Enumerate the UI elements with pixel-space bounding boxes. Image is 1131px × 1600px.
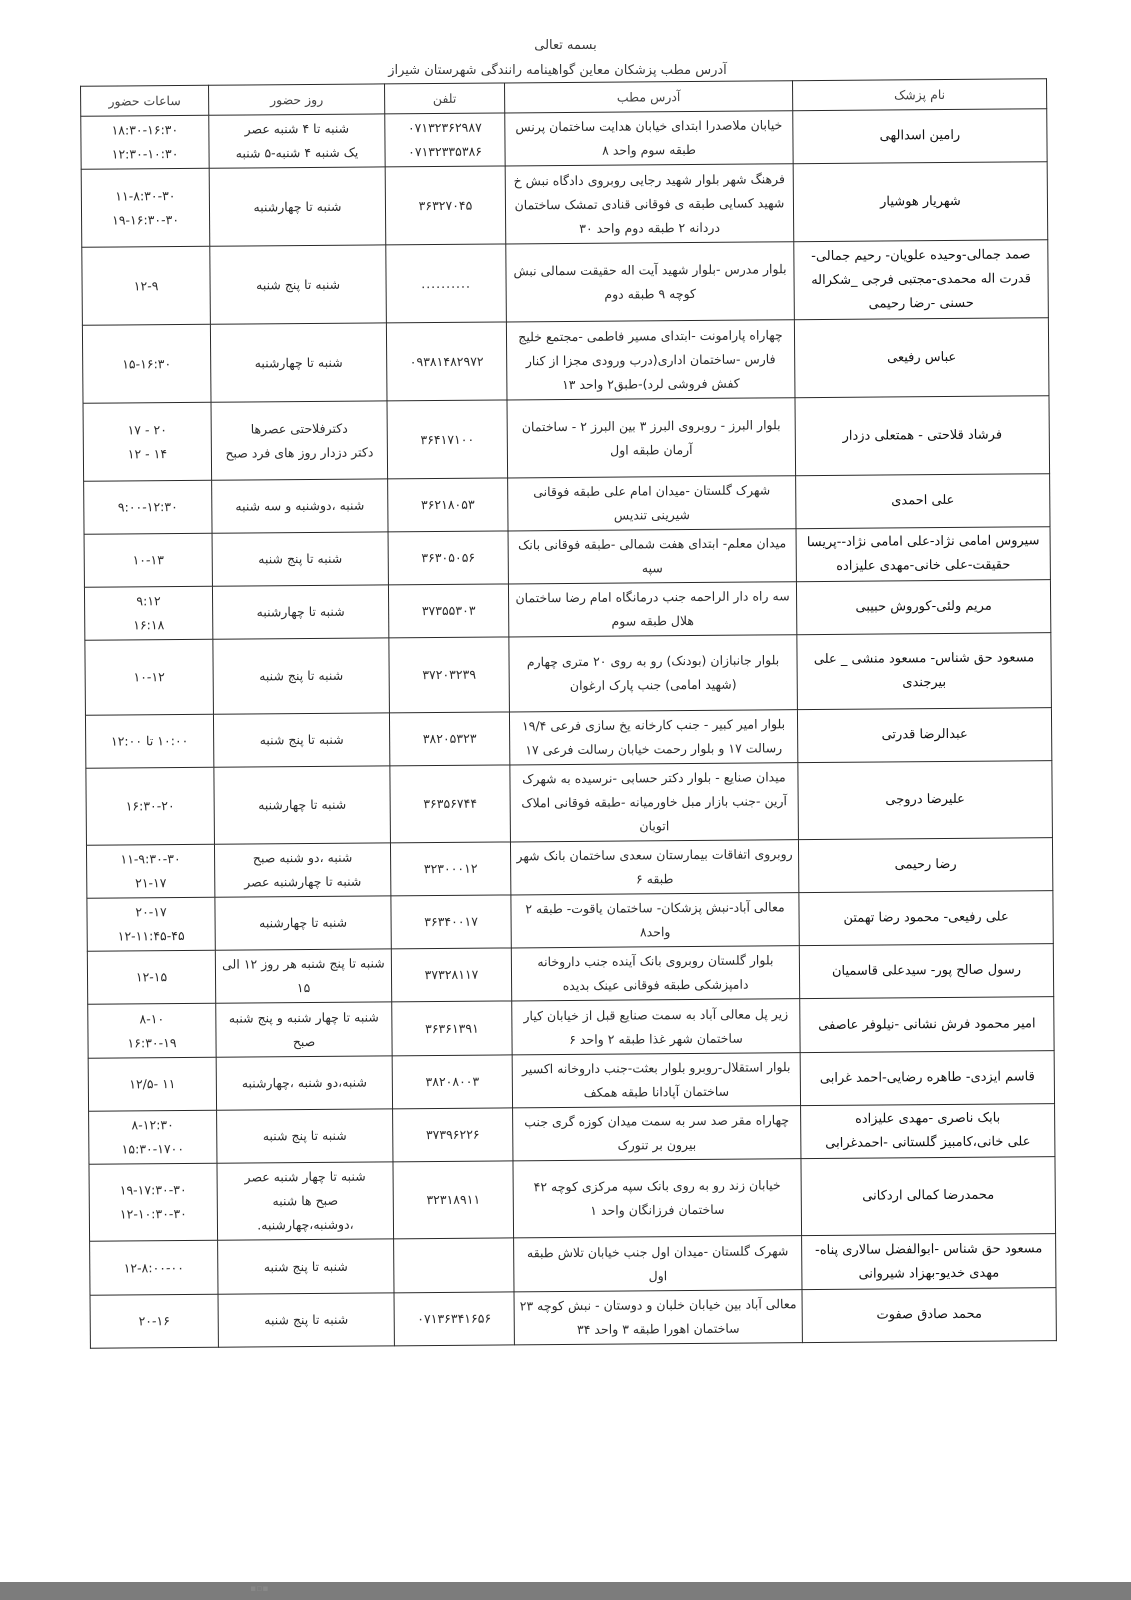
table-row <box>86 838 1052 899</box>
cell-name: قاسم ایزدی- طاهره رضایی-احمد غرابی <box>800 1051 1054 1106</box>
cell-name: مسعود حق شناس -ابوالفضل سالاری پناه- مهدی خدیو-بهزاد شیروانی <box>802 1234 1056 1290</box>
cell-days: شنبه تا پنج شنبه <box>218 1239 394 1294</box>
cell-phone: ۳۶۳۴۰۰۱۷ <box>391 895 511 949</box>
cell-phone: ۳۶۳۶۱۳۹۱ <box>392 1001 512 1056</box>
cell-phone: ۳۷۳۵۵۳۰۳ <box>388 584 508 638</box>
column-header-address: آدرس مطب <box>505 81 793 113</box>
cell-hours: ۲۰-۱۶ <box>90 1294 218 1348</box>
cell-phone: ۳۶۳۰۵۰۵۶ <box>388 531 508 585</box>
cell-hours: ۱۶:۳۰-۲۰ <box>86 767 215 845</box>
cell-address: فرهنگ شهر بلوار شهید رجایی روبروی دادگاه نبش خ شهید کسایی طبقه ی فوقانی قنادی تمشک ساختمان دردانه ۲ طبقه دوم واحد ۳۰ <box>505 164 794 244</box>
table-row <box>88 997 1054 1059</box>
table-row <box>82 240 1049 326</box>
cell-phone: .......... <box>386 244 507 323</box>
table-row <box>89 1104 1055 1165</box>
cell-phone: ۳۶۳۵۶۷۴۴ <box>390 765 511 843</box>
cell-name: شهریار هوشیار <box>793 162 1048 242</box>
cell-phone: ۳۷۲۰۳۲۳۹ <box>389 637 510 713</box>
column-header-hours: ساعات حضور <box>81 85 209 116</box>
cell-address: بلوار گلستان روبروی بانک آینده جنب داروخانه دامپزشکی طبقه فوقانی عینک بدیده <box>511 946 799 1001</box>
cell-address: زیر پل معالی آباد به سمت صنایع قبل از خیابان کیار ساختمان شهر غذا طبقه ۲ واحد ۶ <box>512 999 800 1055</box>
cell-days: شنبه تا ۴ شنبه عصر یک شنبه ۴ شنبه-۵ شنبه <box>209 114 385 168</box>
table-row <box>90 1234 1056 1296</box>
cell-name: عباس رفیعی <box>794 318 1049 398</box>
cell-phone: ۳۲۳۱۸۹۱۱ <box>393 1161 514 1239</box>
bismillah-heading: بسمه تعالی <box>534 38 597 53</box>
cell-days: شنبه تا چهار شنبه و پنج شنبه صبح <box>216 1002 392 1057</box>
cell-name: محمد صادق صفوت <box>802 1288 1056 1343</box>
table-row <box>82 318 1049 404</box>
cell-name: سیروس امامی نژاد-علی امامی نژاد--پریسا حقیقت-علی خانی-مهدی علیزاده <box>796 527 1050 582</box>
cell-days: شنبه ،دوشنبه و سه شنبه <box>212 479 388 533</box>
cell-name: امیر محمود فرش نشانی -نیلوفر عاصفی <box>800 997 1054 1053</box>
cell-hours: ۱۰:۰۰ تا ۱۲:۰۰ <box>85 714 213 768</box>
table-row <box>85 633 1052 716</box>
table-row <box>84 527 1050 588</box>
cell-days: شنبه تا پنج شنبه <box>218 1293 394 1347</box>
table-row <box>90 1288 1056 1349</box>
cell-phone: ۰۹۳۸۱۴۸۲۹۷۲ <box>386 322 507 401</box>
document-title: آدرس مطب پزشکان معاین گواهینامه رانندگی شهرستان شیراز <box>388 63 727 78</box>
cell-name: بابک ناصری -مهدی علیزاده علی خانی،کامبیز گلستانی -احمدغرابی <box>801 1104 1055 1159</box>
cell-days: شنبه تا چهارشنبه <box>212 585 388 639</box>
cell-hours: ۱۲-۱۵ <box>87 950 215 1004</box>
cell-hours: ۱۱ -۱۲/۵ <box>88 1057 216 1111</box>
cell-address: میدان صنایع - بلوار دکتر حسابی -نرسیده به شهرک آرین -جنب بازار مبل خاورمیانه -طبقه فوقانی املاک اتوبان <box>510 763 799 842</box>
cell-days: شنبه تا پنج شنبه <box>213 638 390 714</box>
cell-days: شنبه تا چهارشنبه <box>209 167 386 246</box>
table-row <box>85 708 1051 769</box>
cell-phone: ۳۷۳۲۸۱۱۷ <box>391 948 511 1002</box>
cell-hours: ۹:۰۰-۱۲:۳۰ <box>84 480 212 534</box>
cell-phone: ۳۶۴۱۷۱۰۰ <box>387 400 508 479</box>
cell-phone: ۳۸۲۰۵۳۲۳ <box>389 712 509 766</box>
cell-days: شنبه تا پنج شنبه <box>212 532 388 586</box>
column-header-name: نام پزشک <box>792 79 1046 111</box>
cell-address: خیابان ملاصدرا ابتدای خیابان هدایت ساختمان پرنس طبقه سوم واحد ۸ <box>505 111 793 166</box>
cell-hours: ۸-۱۲:۳۰ ۱۵:۳۰-۱۷۰۰ <box>89 1110 217 1164</box>
table-row <box>81 162 1048 248</box>
cell-phone: ۳۸۲۰۸۰۰۳ <box>392 1055 512 1109</box>
cell-name: محمدرضا کمالی اردکانی <box>801 1157 1056 1236</box>
table-body <box>81 109 1057 1349</box>
cell-address: بلوار استقلال-روبرو بلوار بعثت-جنب داروخانه اکسیر ساختمان آپادانا طبقه همکف <box>512 1053 800 1108</box>
cell-name: رضا رحیمی <box>798 838 1052 893</box>
cell-address: چهاراه مقر صد سر به سمت میدان کوزه گری جنب بیرون بر تنورک <box>513 1106 801 1161</box>
cell-hours: ۱۲-۹ <box>82 246 211 325</box>
cell-address: سه راه دار الراحمه جنب درمانگاه امام رضا ساختمان هلال طبقه سوم <box>508 582 796 637</box>
table-row <box>84 580 1050 641</box>
cell-days: شنبه تا چهارشنبه <box>210 323 387 402</box>
cell-hours: ۲۰-۱۷ ۱۲-۱۱:۴۵-۴۵ <box>87 897 215 951</box>
cell-hours: ۱۲-۸:۰۰-۰۰ <box>90 1240 218 1295</box>
cell-hours: ۱۱-۸:۳۰-۳۰ ۱۹-۱۶:۳۰-۳۰ <box>81 168 210 247</box>
cell-phone: ۰۷۱۳۶۳۴۱۶۵۶ <box>394 1292 514 1346</box>
cell-hours: ۱۸:۳۰-۱۶:۳۰ ۱۲:۳۰-۱۰:۳۰ <box>81 115 209 169</box>
table-row <box>87 944 1053 1005</box>
cell-hours: ۱۵-۱۶:۳۰ <box>82 324 211 403</box>
cell-address: شهرک گلستان -میدان اول جنب خیابان تلاش طبقه اول <box>514 1236 802 1292</box>
cell-address: میدان معلم- ابتدای هفت شمالی -طبقه فوقانی بانک سپه <box>508 529 796 584</box>
cell-address: خیابان زند رو به روی بانک سپه مرکزی کوچه ۴۲ ساختمان فرزانگان واحد ۱ <box>513 1159 802 1238</box>
cell-name: مسعود حق شناس- مسعود منشی _ علی بیرجندی <box>797 633 1052 710</box>
table-row <box>87 891 1053 952</box>
cell-days: شنبه تا پنج شنبه <box>217 1109 393 1163</box>
cell-hours: ۱۹-۱۷:۳۰-۳۰ ۱۲-۱۰:۳۰-۳۰ <box>89 1163 218 1241</box>
cell-name: صمد جمالی-وحیده علویان- رحیم جمالی- قدرت اله محمدی-مجتبی فرجی _شکراله حسنی -رضا رحیمی <box>794 240 1049 320</box>
cell-days: شنبه تا چهارشنبه <box>214 766 391 844</box>
cell-days: شنبه تا چهار شنبه عصر صبح ها شنبه ،دوشنبه،چهارشنبه. <box>217 1162 394 1240</box>
table-row <box>88 1051 1054 1112</box>
cell-name: رسول صالح پور- سیدعلی قاسمیان <box>799 944 1053 999</box>
scan-bottom-strip <box>0 1582 1131 1600</box>
cell-name: مریم ولئی-کوروش حبیبی <box>796 580 1050 635</box>
table-row <box>89 1157 1056 1242</box>
cell-days: شنبه،دو شنبه ،چهارشنبه <box>216 1056 392 1110</box>
scan-artifact: ▪▫▪ <box>250 1584 269 1594</box>
table-row <box>83 396 1050 482</box>
cell-days: شنبه ،دو شنبه صبح شنبه تا چهارشنبه عصر <box>214 843 390 897</box>
cell-address: شهرک گلستان -میدان امام علی طبقه فوقانی شیرینی تندیس <box>508 476 796 531</box>
cell-name: علی احمدی <box>796 474 1050 529</box>
cell-hours: ۱۰-۱۳ <box>84 533 212 587</box>
cell-hours: ۸-۱۰ ۱۶:۳۰-۱۹ <box>88 1003 216 1058</box>
cell-phone: ۳۶۳۲۷۰۴۵ <box>385 166 506 245</box>
cell-address: بلوار جانبازان (بودنک) رو به روی ۲۰ متری چهارم (شهید امامی) جنب پارک ارغوان <box>509 635 798 712</box>
cell-phone <box>394 1238 514 1293</box>
cell-phone: ۳۶۲۱۸۰۵۳ <box>388 478 508 532</box>
cell-address: بلوار امیر کبیر - جنب کارخانه یخ سازی فرعی ۱۹/۴ رسالت ۱۷ و بلوار رحمت خیابان رسالت فرعی ۱۷ <box>509 710 797 765</box>
cell-address: معالی آباد-نبش پزشکان- ساختمان یاقوت- طبقه ۲ واحد۸ <box>511 893 799 948</box>
cell-name: علی رفیعی- محمود رضا تهمتن <box>799 891 1053 946</box>
cell-phone: ۳۲۳۰۰۰۱۲ <box>390 842 510 896</box>
cell-hours: ۲۰ - ۱۷ ۱۴ - ۱۲ <box>83 402 212 481</box>
cell-days: دکترفلاحتی عصرها دکتر دزدار روز های فرد صبح <box>211 401 388 480</box>
cell-address: چهاراه پارامونت -ابتدای مسیر فاطمی -مجتمع خلیج فارس -ساختمان اداری(درب ورودی مجزا از کنار کفش فروشی لرد)-طبق۲ واحد ۱۳ <box>506 320 795 400</box>
table-row <box>84 474 1050 535</box>
cell-hours: ۹:۱۲ ۱۶:۱۸ <box>84 586 212 640</box>
cell-hours: ۱۱-۹:۳۰-۳۰ ۲۱-۱۷ <box>86 844 214 898</box>
cell-address: روبروی اتفاقات بیمارستان سعدی ساختمان بانک شهر طبقه ۶ <box>510 840 798 895</box>
cell-days: شنبه تا پنج شنبه <box>210 245 387 324</box>
cell-days: شنبه تا چهارشنبه <box>215 896 391 950</box>
cell-phone: ۳۷۳۹۶۲۲۶ <box>393 1108 513 1162</box>
cell-hours: ۱۰-۱۲ <box>85 639 214 715</box>
cell-address: معالی آباد بین خیابان خلبان و دوستان - نبش کوچه ۲۳ ساختمان اهورا طبقه ۳ واحد ۳۴ <box>514 1290 802 1345</box>
cell-days: شنبه تا پنج شنبه هر روز ۱۲ الی ۱۵ <box>215 949 391 1003</box>
cell-phone: ۰۷۱۳۲۳۶۲۹۸۷ ۰۷۱۳۲۳۳۵۳۸۶ <box>385 113 505 167</box>
cell-name: علیرضا دروجی <box>798 761 1053 840</box>
cell-days: شنبه تا پنج شنبه <box>213 713 389 767</box>
cell-name: رامین اسدالهی <box>793 109 1047 164</box>
column-header-phone: تلفن <box>385 83 505 114</box>
cell-name: فرشاد قلاحتی - همتعلی دزدار <box>795 396 1050 476</box>
column-header-days: روز حضور <box>209 84 385 115</box>
cell-address: بلوار مدرس -بلوار شهید آیت اله حقیقت سمالی نبش کوچه ۹ طبقه دوم <box>506 242 795 322</box>
doctors-table <box>80 78 1057 1349</box>
cell-address: بلوار البرز - روبروی البرز ۳ بین البرز ۲ - ساختمان آرمان طبقه اول <box>507 398 796 478</box>
cell-name: عبدالرضا قدرتی <box>797 708 1051 763</box>
table-row <box>81 109 1047 170</box>
table-row <box>86 761 1053 846</box>
